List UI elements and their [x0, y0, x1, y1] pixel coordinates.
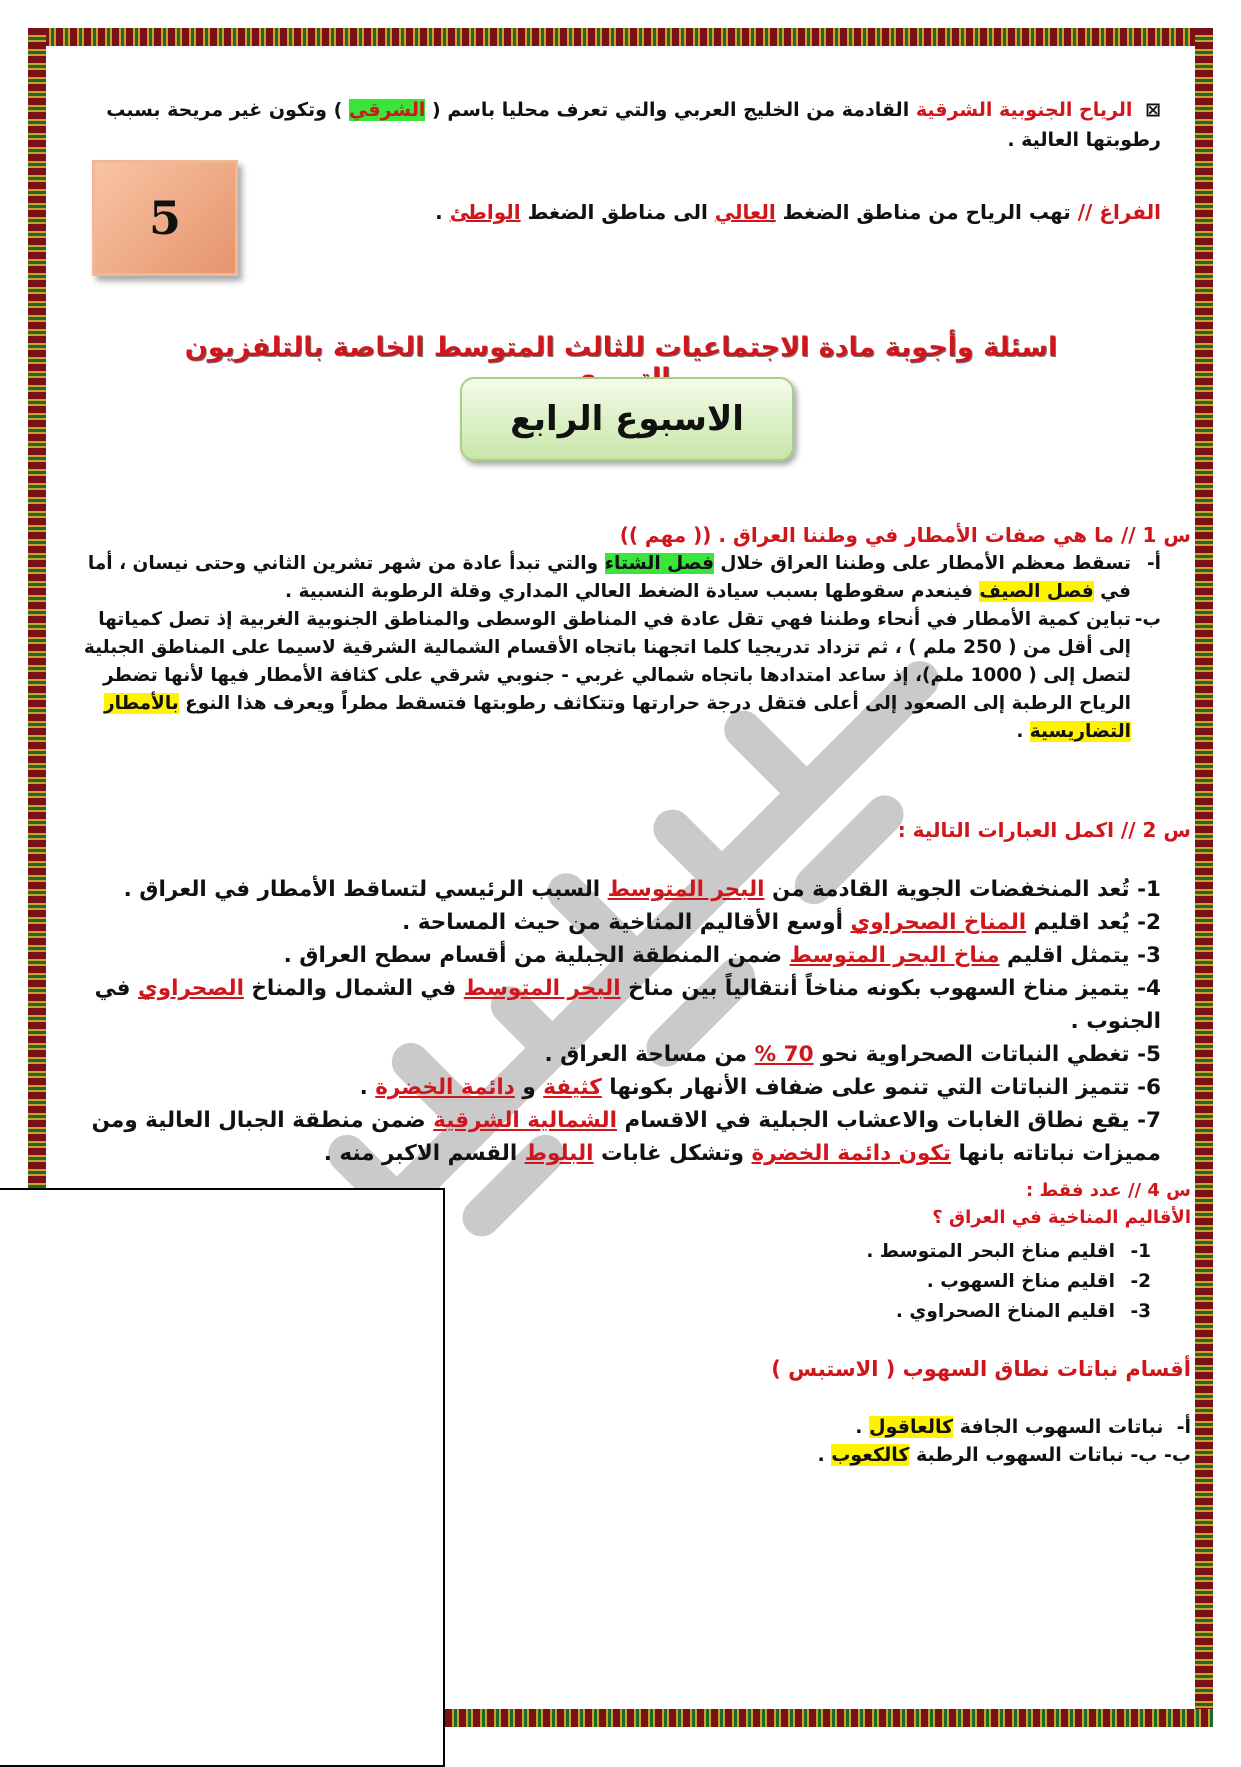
text-part: تباين كمية الأمطار في أنحاء وطننا فهي تقل عادة في المناطق الوسطى والمناطق الجنوبية الغربية إذ تصل كمياتها إلى أقل من ( 250 ملم ) ، ثم تزداد تدريجيا كلما اتجهنا باتجاه الأقسام الشمالية الشرقية لاسيما على المناطق الجبلية لتصل إلى ( 1000 ملم)، إذ ساعد امتدادها باتجاه شمالي غربي - جنوبي شرقي على كثافة الأمطار فيها لأنها تضطر الرياح الرطبة إلى الصعود إلى أعلى فتقل درجة حرارتها وتتكاثف رطوبتها فتسقط مطراً ويعرف هذا النوع: [83, 609, 1131, 714]
fill-answer: تكون دائمة الخضرة: [751, 1141, 952, 1166]
item-text: [76, 606, 1131, 746]
text-part: ضمن منطقة الجبال العالية ومن مميزات نباتاته بانها: [91, 1108, 1161, 1166]
wind-name: الرياح الجنوبية الشرقية: [915, 99, 1133, 121]
fill-answer: كثيفة: [543, 1075, 602, 1100]
item-label: أ-: [1176, 1416, 1191, 1438]
item-text: نباتات السهوب الجافة: [953, 1416, 1164, 1438]
page-number: 5: [149, 191, 182, 245]
question-4-subheading: الأقاليم المناخية في العراق ؟: [932, 1207, 1191, 1228]
statement-5: [76, 1038, 1161, 1071]
wind-text-end: ) وتكون غير مريحة بسبب رطوبتها العالية .: [106, 99, 1161, 151]
statement-3: [76, 939, 1161, 972]
statement-number: 6-: [1137, 1075, 1161, 1100]
answer-item: [76, 550, 1161, 606]
text-part: .: [817, 1444, 832, 1466]
fill-answer: 70 %: [754, 1042, 814, 1067]
statement-number: 2-: [1137, 910, 1161, 935]
example-highlight: كالعاقول: [869, 1416, 954, 1438]
blank-answer-high: العالي: [714, 200, 776, 224]
winter-highlight: فصل الشتاء: [604, 553, 714, 574]
item-text: [76, 550, 1131, 606]
text-part: يتميز مناخ السهوب بكونه مناخاً أنتقالياً بين مناخ: [620, 976, 1138, 1001]
text-part: في الجنوب .: [94, 976, 1161, 1034]
relief-rain-highlight: بالأمطار التضاريسية: [103, 693, 1131, 742]
item-text: اقليم مناخ السهوب .: [926, 1271, 1115, 1292]
blank-statement: [435, 200, 1161, 224]
fill-answer: البلوط: [524, 1141, 594, 1166]
text-part: .: [855, 1416, 870, 1438]
text-part: يتمثل اقليم: [999, 943, 1138, 968]
item-label: ب-: [1134, 609, 1161, 630]
ornamental-border-right: [1195, 28, 1213, 1727]
item-label: أ-: [1146, 553, 1161, 574]
blank-end: .: [435, 200, 443, 224]
list-item: [866, 1297, 1151, 1327]
statement-7: [76, 1104, 1161, 1170]
list-item: [817, 1413, 1191, 1441]
question-1-heading: س 1 // ما هي صفات الأمطار في وطننا العراق . (( مهم )): [619, 523, 1191, 547]
example-highlight: كالكعوب: [831, 1444, 910, 1466]
statement-number: 7-: [1137, 1108, 1161, 1133]
statement-number: 4-: [1137, 976, 1161, 1001]
list-item: [817, 1441, 1191, 1469]
item-number: 1-: [1130, 1241, 1151, 1262]
statement-1: [76, 873, 1161, 906]
question-4-heading: س 4 // عدد فقط :: [1026, 1180, 1191, 1201]
main-title: اسئلة وأجوبة مادة الاجتماعيات للثالث المتوسط الخاصة بالتلفزيون: [184, 332, 1058, 363]
checkbox-icon: ⊠: [1145, 99, 1161, 121]
text-part: من مساحة العراق .: [544, 1042, 755, 1067]
item-number: 2-: [1130, 1271, 1151, 1292]
text-part: السبب الرئيسي لتساقط الأمطار في العراق .: [123, 877, 608, 902]
statement-6: [76, 1071, 1161, 1104]
text-part: تتميز النباتات التي تنمو على ضفاف الأنهار بكونها: [601, 1075, 1138, 1100]
fill-answer: مناخ البحر المتوسط: [789, 943, 1000, 968]
wind-note: [81, 95, 1161, 155]
list-item: [866, 1237, 1151, 1267]
fill-answer: البحر المتوسط: [463, 976, 621, 1001]
blank-answer-low: الواطئ: [449, 200, 521, 224]
text-part: .: [1016, 721, 1030, 742]
page-number-box: [92, 160, 238, 276]
blank-text: الى مناطق الضغط: [520, 200, 708, 224]
fill-answer: الشمالية الشرقية: [433, 1108, 617, 1133]
statement-2: [76, 906, 1161, 939]
text-part: في الشمال والمناخ: [243, 976, 464, 1001]
text-part: تُعد المنخفضات الجوية القادمة من: [764, 877, 1138, 902]
statement-number: 3-: [1137, 943, 1161, 968]
text-part: و: [514, 1075, 544, 1100]
text-part: تغطي النباتات الصحراوية نحو: [813, 1042, 1138, 1067]
text-part: والتي تبدأ عادة من شهر تشرين الثاني وحتى نيسان ، أما في: [87, 553, 1131, 602]
item-number: 3-: [1130, 1301, 1151, 1322]
question-2-answers: [76, 873, 1161, 1170]
local-name-highlight: الشرقي: [348, 99, 426, 121]
text-part: .: [359, 1075, 376, 1100]
text-part: ضمن المنطقة الجبلية من أقسام سطح العراق .: [283, 943, 790, 968]
blank-overlay-box: [0, 1188, 445, 1767]
steppe-heading: أقسام نباتات نطاق السهوب ( الاستبس ): [771, 1357, 1191, 1381]
text-part: فينعدم سقوطها بسبب سيادة الضغط العالي المداري وقلة الرطوبة النسبية .: [285, 581, 980, 602]
blank-text: تهب الرياح من مناطق الضغط: [775, 200, 1071, 224]
item-text: اقليم مناخ البحر المتوسط .: [866, 1241, 1115, 1262]
text-part: تسقط معظم الأمطار على وطننا العراق خلال: [713, 553, 1131, 574]
fill-answer: المناخ الصحراوي: [850, 910, 1027, 935]
question-4-list: [866, 1237, 1151, 1327]
ornamental-border-left: [28, 28, 46, 1318]
summer-highlight: فصل الصيف: [979, 581, 1094, 602]
text-part: يُعد اقليم: [1026, 910, 1138, 935]
steppe-list: [817, 1413, 1191, 1469]
item-text: نباتات السهوب الرطبة: [909, 1444, 1131, 1466]
fill-answer: الصحراوي: [138, 976, 244, 1001]
ornamental-border-bottom: [445, 1709, 1213, 1727]
answer-item: [76, 606, 1161, 746]
statement-4: [76, 972, 1161, 1038]
question-1-answers: [76, 550, 1161, 746]
blank-label: الفراغ //: [1077, 200, 1161, 224]
ornamental-border-top: [28, 28, 1213, 46]
question-2-heading: س 2 // اكمل العبارات التالية :: [897, 818, 1191, 842]
week-box: [460, 377, 794, 461]
item-label: ب- ب-: [1130, 1444, 1191, 1466]
fill-answer: البحر المتوسط: [607, 877, 765, 902]
statement-number: 5-: [1137, 1042, 1161, 1067]
list-item: [866, 1267, 1151, 1297]
text-part: يقع نطاق الغابات والاعشاب الجبلية في الاقسام: [616, 1108, 1138, 1133]
fill-answer: دائمة الخضرة: [375, 1075, 515, 1100]
week-label: الاسبوع الرابع: [510, 399, 744, 439]
wind-text: القادمة من الخليج العربي والتي تعرف محليا باسم (: [432, 99, 910, 121]
text-part: وتشكل غابات: [593, 1141, 752, 1166]
text-part: القسم الاكبر منه .: [323, 1141, 525, 1166]
item-text: اقليم المناخ الصحراوي .: [895, 1301, 1115, 1322]
statement-number: 1-: [1137, 877, 1161, 902]
text-part: أوسع الأقاليم المناخية من حيث المساحة .: [402, 910, 851, 935]
